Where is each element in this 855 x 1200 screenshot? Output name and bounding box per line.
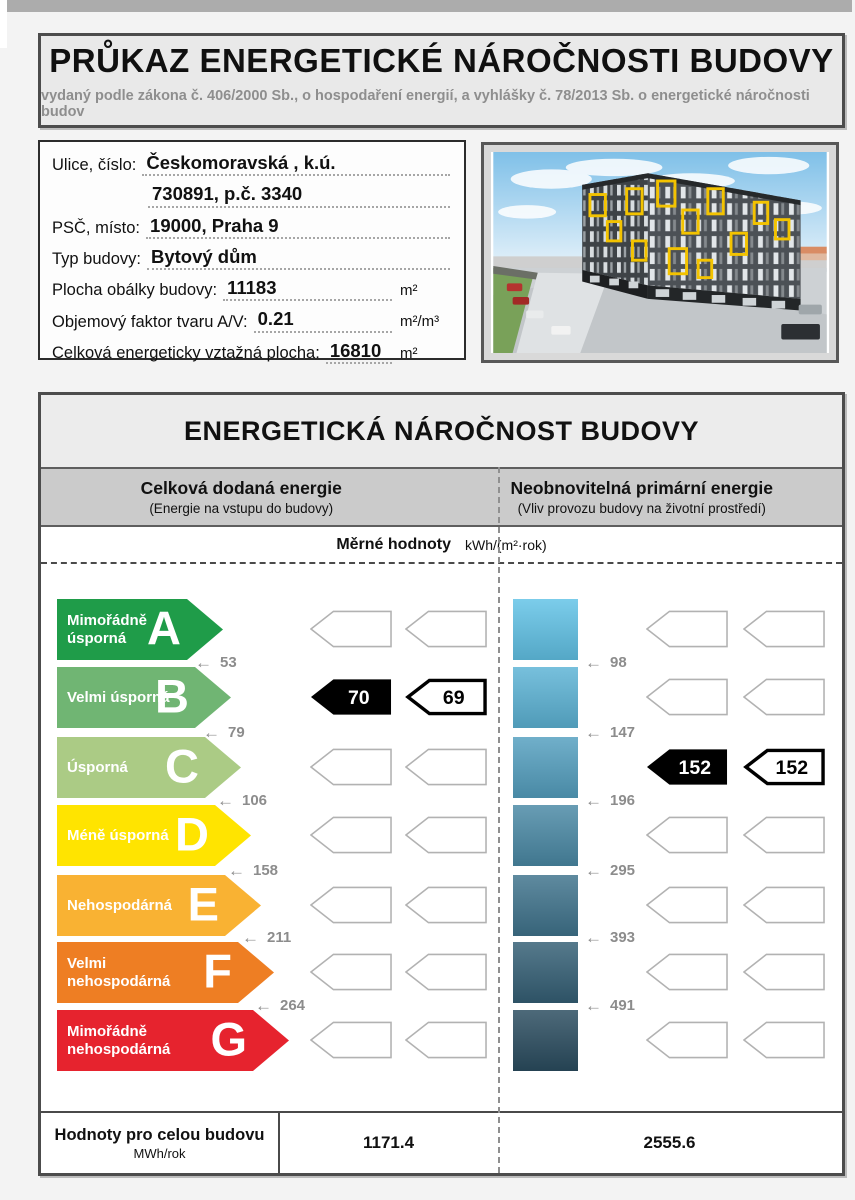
totals-primary-energy-value: 2555.6 [643,1133,696,1152]
arrow-left-icon: ← [585,995,602,1015]
class-band-b [57,667,231,728]
certificate-subtitle: vydaný podle zákona č. 406/2000 Sb., o hospodaření energií, a vyhlášky č. 78/2013 Sb. o energetické náročnosti budov [41,87,810,120]
svg-text:152: 152 [775,756,809,779]
energy-title-row [41,395,842,467]
street-row-2 [52,183,450,207]
right-threshold-bc-value: 147 [610,723,636,741]
certificate-title: PRŮKAZ ENERGETICKÉ NÁROČNOSTI BUDOVY [49,41,834,79]
area-value: 16810 [326,340,392,364]
left-threshold-cd-value: 106 [242,791,268,809]
right-threshold-cd-value: 196 [610,791,636,809]
arrow-left-icon: ← [195,652,212,672]
left-marker-empty-g2 [405,1021,487,1059]
building-info-box [38,140,466,360]
right-marker-empty-d1 [646,816,728,854]
totals-label: Hodnoty pro celou budovu [54,1125,265,1144]
arrow-left-icon: ← [228,860,245,880]
city-label: PSČ, místo: [52,218,141,237]
right-threshold-de-value: 295 [610,861,636,879]
whole-building-values-row [41,1111,842,1173]
class-band-f-letter: F [203,943,232,997]
arrow-left-icon: ← [585,927,602,947]
class-band-e-letter: E [187,876,219,930]
class-band-b-label: Velmi úsporná [67,688,170,706]
right-marker-empty-e2 [743,886,825,924]
right-threshold-ef-value: 393 [610,928,636,946]
envelope-row [52,277,450,301]
street-row [52,152,450,176]
right-marker-empty-a1 [646,610,728,648]
right-threshold-ab [585,653,627,671]
type-value: Bytový dům [147,246,450,270]
right-threshold-ef [585,928,635,946]
factor-unit: m²/m³ [400,313,440,331]
arrow-left-icon: ← [585,722,602,742]
factor-row [52,308,450,332]
totals-unit: MWh/rok [133,1145,186,1161]
left-marker-empty-a1 [310,610,392,648]
column-left-header [41,469,442,525]
left-threshold-ab-value: 53 [220,653,237,671]
svg-text:70: 70 [347,686,370,709]
arrow-left-icon: ← [585,860,602,880]
type-label: Typ budovy: [52,250,141,269]
class-band-g [57,1010,289,1071]
left-marker-reference-value [405,678,487,716]
class-band-a-label: Mimořádně úsporná [67,612,148,647]
measured-values-unit: kWh/(m²·rok) [465,536,547,553]
column-left-title: Celková dodaná energie [140,478,342,498]
class-band-c [57,737,241,798]
column-left-subtitle: (Energie na vstupu do budovy) [149,501,334,516]
left-marker-empty-a2 [405,610,487,648]
left-threshold-ef [242,928,291,946]
left-threshold-bc-value: 79 [228,723,245,741]
blue-scale-block-5 [513,875,578,936]
svg-text:69: 69 [442,686,465,709]
blue-scale-block-1 [513,599,578,660]
column-divider [498,467,500,1173]
class-band-d-letter: D [175,806,209,860]
column-right-title: Neobnovitelná primární energie [510,478,774,498]
city-row [52,215,450,239]
right-threshold-de [585,861,635,879]
blue-scale-block-6 [513,942,578,1003]
left-marker-empty-f1 [310,953,392,991]
building-photo-frame [481,142,839,363]
city-value: 19000, Praha 9 [146,215,450,239]
right-threshold-ab-value: 98 [610,653,627,671]
totals-label-cell [41,1113,280,1173]
blue-scale-block-2 [513,667,578,728]
energy-rating-box [38,392,845,1176]
class-band-c-label: Úsporná [67,758,128,776]
envelope-unit: m² [400,282,418,300]
class-band-a [57,599,223,660]
area-label: Celková energeticky vztažná plocha: [52,343,320,362]
class-band-b-letter: B [155,668,189,722]
street-label: Ulice, číslo: [52,156,137,175]
left-marker-building-value [310,678,392,716]
class-band-f-label: Velmi nehospodárná [67,955,171,990]
arrow-left-icon: ← [585,790,602,810]
blue-scale-block-4 [513,805,578,866]
left-marker-empty-d1 [310,816,392,854]
class-band-f [57,942,274,1003]
left-threshold-fg [255,996,305,1014]
right-marker-empty-d2 [743,816,825,854]
right-marker-empty-e1 [646,886,728,924]
rating-chart [41,564,842,1105]
factor-value: 0.21 [254,308,392,332]
arrow-left-icon: ← [585,652,602,672]
class-band-a-letter: A [147,600,181,654]
scan-edge-strip [7,0,852,12]
class-band-d [57,805,251,866]
class-band-g-letter: G [210,1011,247,1065]
right-marker-empty-g1 [646,1021,728,1059]
measured-values-row [41,527,842,564]
scan-corner [0,0,7,48]
building-photo [491,152,829,353]
envelope-value: 11183 [223,277,392,301]
type-row [52,246,450,270]
left-marker-empty-c2 [405,748,487,786]
left-marker-empty-c1 [310,748,392,786]
factor-label: Objemový faktor tvaru A/V: [52,312,248,331]
class-band-g-label: Mimořádně nehospodárná [67,1023,171,1058]
left-marker-empty-g1 [310,1021,392,1059]
area-row [52,340,450,364]
arrow-left-icon: ← [203,722,220,742]
column-right-header [442,469,843,525]
svg-text:152: 152 [678,756,712,779]
measured-values-label: Měrné hodnoty [336,535,451,553]
right-threshold-fg [585,996,635,1014]
envelope-label: Plocha obálky budovy: [52,281,218,300]
left-marker-empty-e2 [405,886,487,924]
column-header [41,467,842,527]
arrow-left-icon: ← [255,995,272,1015]
left-threshold-ab [195,653,237,671]
right-marker-empty-g2 [743,1021,825,1059]
totals-delivered-energy-value: 1171.4 [362,1133,415,1152]
certificate-header [38,33,845,128]
left-threshold-de-value: 158 [253,861,279,879]
left-marker-empty-e1 [310,886,392,924]
class-band-e-label: Nehospodárná [67,896,173,914]
left-threshold-cd [217,791,267,809]
right-marker-reference-value [743,748,825,786]
energy-title: ENERGETICKÁ NÁROČNOST BUDOVY [183,415,700,446]
right-marker-empty-b1 [646,678,728,716]
street-value-line1: Českomoravská , k.ú. [142,152,450,176]
blue-scale-block-7 [513,1010,578,1071]
right-marker-building-value [646,748,728,786]
class-band-e [57,875,261,936]
left-threshold-de [228,861,278,879]
street-value-line2: 730891, p.č. 3340 [148,183,450,207]
left-marker-empty-d2 [405,816,487,854]
right-marker-empty-a2 [743,610,825,648]
class-band-d-label: Méně úsporná [67,826,169,844]
right-marker-empty-b2 [743,678,825,716]
right-marker-empty-f2 [743,953,825,991]
left-threshold-ef-value: 211 [267,928,292,946]
left-threshold-fg-value: 264 [280,996,306,1014]
right-threshold-fg-value: 491 [610,996,636,1014]
left-threshold-bc [203,723,245,741]
class-band-c-letter: C [165,738,199,792]
right-threshold-bc [585,723,635,741]
right-threshold-cd [585,791,635,809]
column-right-subtitle: (Vliv provozu budovy na životní prostředí) [517,501,766,516]
right-marker-empty-f1 [646,953,728,991]
area-unit: m² [400,344,418,362]
blue-scale-block-3 [513,737,578,798]
left-marker-empty-f2 [405,953,487,991]
arrow-left-icon: ← [217,790,234,810]
arrow-left-icon: ← [242,927,259,947]
